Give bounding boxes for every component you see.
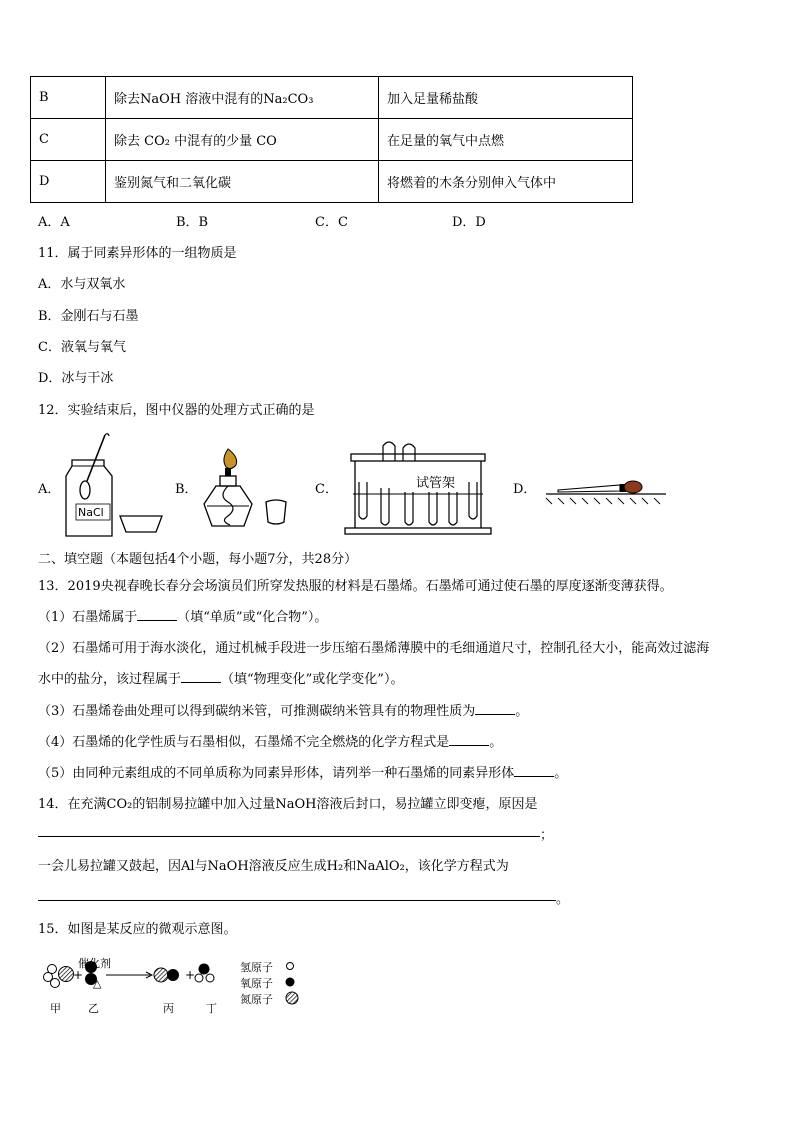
q13-part5-text: （5）由同种元素组成的不同单质称为同素异形体，请列举一种石墨烯的同素异形体	[38, 766, 515, 781]
section-heading: 二、填空题（本题包括4个小题，每小题7分，共28分）	[38, 552, 358, 567]
alcohol-lamp-figure	[198, 446, 298, 534]
table-row	[31, 77, 633, 119]
answer-blank[interactable]	[475, 702, 515, 715]
table-row	[31, 119, 633, 161]
q13-part2-text: 水中的盐分，该过程属于	[38, 672, 182, 687]
table-cell: 鉴别氮气和二氧化碳	[106, 161, 379, 203]
q13-part3-end: 。	[515, 704, 529, 719]
rack-label: 试管架	[416, 472, 455, 491]
q13-part4-end: 。	[489, 735, 503, 750]
q13-part2-line2	[38, 668, 403, 687]
catalyst-label: 催化剂	[78, 957, 111, 970]
q11-option-b: B．金刚石与石墨	[38, 309, 139, 324]
reagent-bottle-figure	[60, 430, 170, 540]
q14-end1: ；	[540, 828, 554, 843]
q10-choice-a: A．A	[38, 215, 70, 230]
q13-part1-hint: （填“单质”或“化合物”）。	[177, 610, 328, 625]
table-cell: C	[31, 119, 106, 161]
table-cell: 除去NaOH 溶液中混有的Na₂CO₃	[106, 77, 379, 119]
options-table	[30, 76, 633, 203]
q13-part4	[38, 731, 502, 750]
nacl-label: NaCl	[78, 506, 104, 519]
answer-blank[interactable]	[181, 670, 221, 683]
svg-text:+: +	[73, 968, 84, 982]
q10-choice-d: D．D	[452, 215, 486, 230]
q13-part1	[38, 606, 327, 625]
q12-label-d: D．	[513, 482, 537, 497]
dropper-figure	[540, 478, 670, 504]
q13-part5	[38, 762, 567, 781]
q14-end2: 。	[556, 892, 570, 907]
molecule-name: 丁	[206, 1002, 217, 1015]
q11-option-c: C．液氧与氧气	[38, 340, 126, 355]
molecule-name: 丙	[163, 1002, 174, 1015]
answer-line[interactable]	[38, 900, 556, 901]
answer-blank[interactable]	[449, 733, 489, 746]
table-cell: 将燃着的木条分别伸入气体中	[379, 161, 633, 203]
q13-part3	[38, 700, 528, 719]
q11-stem: 11．属于同素异形体的一组物质是	[38, 246, 237, 261]
q12-stem: 12．实验结束后，图中仪器的处理方式正确的是	[38, 403, 315, 418]
table-cell: B	[31, 77, 106, 119]
q12-label-c: C．	[315, 482, 338, 497]
answer-line[interactable]	[38, 836, 540, 837]
q13-part5-end: 。	[554, 766, 568, 781]
q13-part4-text: （4）石墨烯的化学性质与石墨相似，石墨烯不完全燃烧的化学方程式是	[38, 735, 450, 750]
answer-blank[interactable]	[137, 608, 177, 621]
legend-item: 氮原子	[240, 993, 273, 1006]
test-tube-rack-figure	[345, 448, 491, 538]
molecule-name: 乙	[88, 1002, 99, 1015]
molecule-name: 甲	[50, 1002, 61, 1015]
q12-label-b: B．	[175, 482, 198, 497]
q13-part1-text: （1）石墨烯属于	[38, 610, 138, 625]
legend-item: 氢原子	[240, 961, 273, 974]
table-cell: 除去 CO₂ 中混有的少量 CO	[106, 119, 379, 161]
table-row	[31, 161, 633, 203]
q10-choice-c: C．C	[315, 215, 348, 230]
answer-blank[interactable]	[514, 764, 554, 777]
q11-option-d: D．冰与干冰	[38, 371, 114, 386]
table-cell: 加入足量稀盐酸	[379, 77, 633, 119]
q14-line2: 一会儿易拉罐又鼓起，因Al与NaOH溶液反应生成H₂和NaAlO₂，该化学方程式为	[38, 859, 509, 874]
q13-part2-line1: （2）石墨烯可用于海水淡化，通过机械手段进一步压缩石墨烯薄膜中的毛细通道尺寸，控制孔径大小，能高效过滤海	[38, 641, 710, 656]
q11-option-a: A．水与双氧水	[38, 277, 126, 292]
table-cell: D	[31, 161, 106, 203]
q15-stem: 15．如图是某反应的微观示意图。	[38, 922, 237, 937]
table-cell: 在足量的氧气中点燃	[379, 119, 633, 161]
heat-symbol: △	[93, 977, 102, 990]
q13-stem: 13．2019央视春晚长春分会场演员们所穿发热服的材料是石墨烯。石墨烯可通过使石墨的厚度逐渐变薄获得。	[38, 579, 673, 594]
q10-choice-b: B．B	[176, 215, 209, 230]
q13-part3-text: （3）石墨烯卷曲处理可以得到碳纳米管，可推测碳纳米管具有的物理性质为	[38, 704, 476, 719]
q13-part2-hint: （填“物理变化”或化学变化”）。	[221, 672, 404, 687]
legend-item: 氧原子	[240, 977, 273, 990]
q14-stem: 14．在充满CO₂的铝制易拉罐中加入过量NaOH溶液后封口，易拉罐立即变瘪，原因是	[38, 797, 538, 812]
q12-label-a: A．	[38, 482, 61, 497]
svg-text:+: +	[185, 968, 196, 982]
